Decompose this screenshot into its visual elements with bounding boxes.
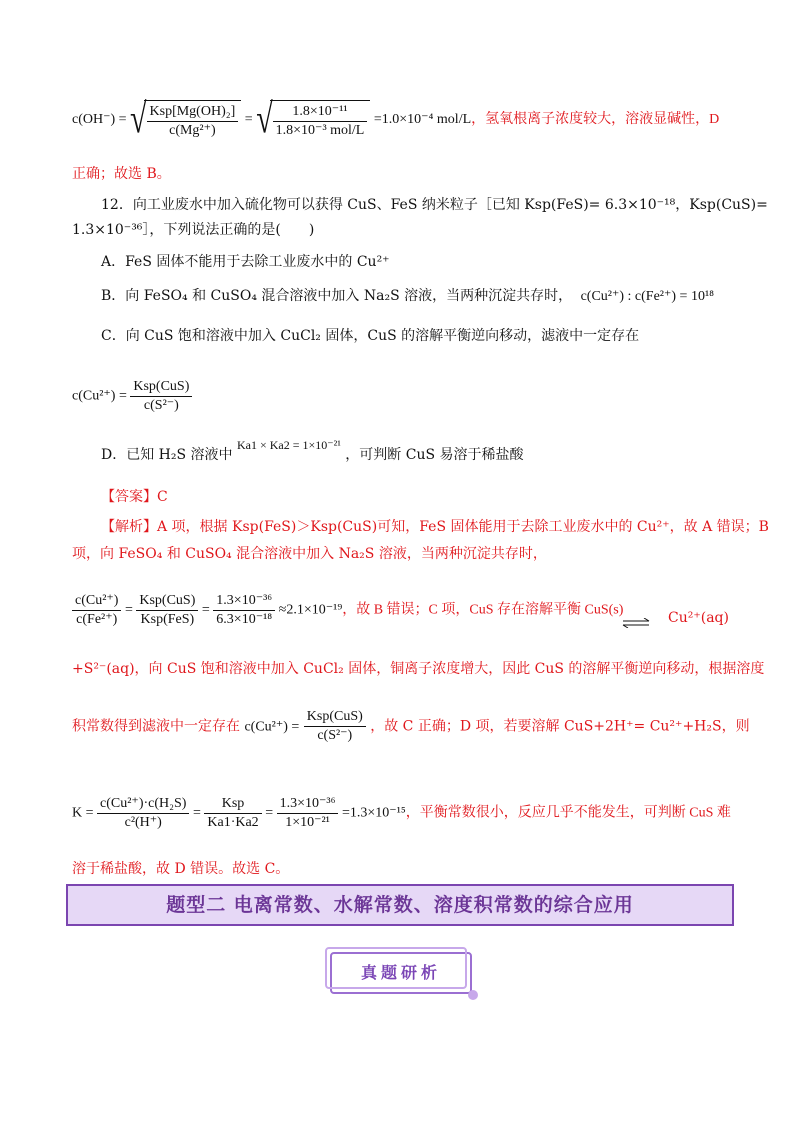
k-den2: Ka1·Ka2 — [207, 815, 259, 830]
section-banner: 题型二 电离常数、水解常数、溶度积常数的综合应用 — [66, 884, 734, 926]
ratio-den2: Ksp(FeS) — [140, 612, 195, 627]
k-den1: c²(H⁺) — [124, 815, 162, 830]
k-num1: c(Cu²⁺)·c(H₂S) — [97, 795, 189, 814]
formula-oh-den1: c(Mg²⁺) — [169, 123, 216, 138]
q12-option-c-den: c(S²⁻) — [143, 398, 179, 413]
badge-shadow-frame — [325, 947, 467, 989]
analysis-p3: ，故 B 错误；C 项，CuS 存在溶解平衡 CuS(s) — [342, 602, 624, 618]
q12-option-d-text: D．已知 H₂S 溶液中 — [101, 447, 233, 463]
ratio-num2: Ksp(CuS) — [136, 592, 198, 611]
analysis-p1: 【解析】A 项，根据 Ksp(FeS)＞Ksp(CuS)可知，FeS 固体能用于去除工业废水中的 Cu²⁺，故 A 错误；B — [101, 519, 769, 535]
k-num3: 1.3×10⁻³⁶ — [277, 795, 339, 814]
analysis-ratio-formula: $\frac{\text{c(Cu²⁺)}}{\text{c(Fe²⁺)}}$ = $\frac{\text{Ksp(CuS)}}{\text{Ksp(FeS)}}$ = $\frac{\text{1.3×10⁻³⁶}}{\text{6.3×10⁻¹⁸}}$ ≈2.1×10⁻¹⁹，故 B 错误；C 项，CuS 存在溶解平衡 CuS(s) — [72, 592, 623, 629]
formula-oh-sqrt2 — [270, 100, 371, 140]
sqrt-sign-icon: √ — [130, 96, 147, 143]
formula-oh — [72, 96, 720, 143]
q12-option-c-num: Ksp(CuS) — [130, 378, 192, 397]
analysis-p3-right: Cu²⁺(aq) — [668, 610, 729, 626]
analysis-p5-tail: ，故 C 正确；D 项，若要溶解 CuS+2H⁺= Cu²⁺+H₂S，则 — [370, 718, 750, 735]
q12-option-b-text: B．向 FeSO₄ 和 CuSO₄ 混合溶液中加入 Na₂S 溶液，当两种沉淀共存时， — [101, 288, 573, 304]
formula-oh-comment: ，氢氧根离子浓度较大，溶液显碱性，D — [471, 112, 720, 128]
q12-option-c-lhs: c(Cu²⁺) = — [72, 388, 127, 404]
q12-option-b — [101, 285, 714, 305]
badge-label: 真题研析 — [360, 963, 441, 982]
ratio-den1: c(Fe²⁺) — [76, 612, 118, 627]
formula-oh-den2: 1.8×10⁻³ mol/L — [275, 123, 365, 138]
q12-option-a: A．FeS 固体不能用于去除工业废水中的 Cu²⁺ — [101, 254, 390, 270]
analysis-p5-lhs: c(Cu²⁺) = — [244, 719, 300, 735]
q12-stem-a: 12．向工业废水中加入硫化物可以获得 CuS、FeS 纳米粒子［已知 Ksp(FeS)= 6.3×10⁻¹⁸，Ksp(CuS)= — [101, 197, 768, 213]
analysis-p5-den: c(S²⁻) — [317, 728, 353, 743]
ratio-den3: 6.3×10⁻¹⁸ — [216, 612, 273, 627]
ratio-num1: c(Cu²⁺) — [72, 592, 121, 611]
k-num2: Ksp — [204, 795, 261, 814]
q12-option-d-tail: ，可判断 CuS 易溶于稀盐酸 — [345, 447, 524, 463]
q12-option-d — [101, 438, 524, 464]
equilibrium-arrow-icon — [622, 615, 650, 631]
formula-oh-num2: 1.8×10⁻¹¹ — [273, 103, 368, 122]
q12-option-c-formula — [72, 378, 192, 415]
formula-oh-lhs: c(OH⁻) = — [72, 112, 127, 128]
analysis-p6: ，平衡常数很小，反应几乎不能发生，可判断 CuS 难 — [405, 805, 731, 821]
q12-option-d-math: Ka1 × Ka2 = 1×10⁻²¹ — [237, 438, 341, 452]
k-result: =1.3×10⁻¹⁵ — [341, 805, 406, 821]
analysis-p4: +S²⁻(aq)，向 CuS 饱和溶液中加入 CuCl₂ 固体，铜离子浓度增大，因此 CuS 的溶解平衡逆向移动，根据溶度 — [72, 661, 765, 677]
analysis-k-formula: K = $\frac{\text{c(Cu²⁺)·c(H₂S)}}{\text{c²(H⁺)}}$ = $\frac{\text{Ksp}}{Ka1\cdot Ka2}$ = $\frac{\text{1.3×10⁻³⁶}}{\text{1×10⁻²¹}}$ =1.3×10⁻¹⁵，平衡常数很小，反应几乎不能发生，可判断 CuS 难 — [72, 796, 731, 830]
badge-real-questions — [330, 952, 472, 994]
formula-oh-num1: Ksp[Mg(OH)₂] — [147, 103, 239, 122]
formula-oh-result: =1.0×10⁻⁴ mol/L — [373, 112, 472, 128]
badge-dot-icon — [468, 990, 478, 1000]
analysis-p7: 溶于稀盐酸，故 D 错误。故选 C。 — [72, 861, 290, 877]
k-lhs: K = — [72, 805, 94, 821]
k-den3: 1×10⁻²¹ — [285, 815, 330, 830]
q12-stem-b: 1.3×10⁻³⁶］，下列说法正确的是( ) — [72, 222, 315, 238]
answer-label: 【答案】C — [101, 489, 168, 505]
analysis-p5: 积常数得到滤液中一定存在 — [72, 718, 240, 735]
sqrt-sign-icon-2: √ — [256, 96, 273, 143]
analysis-p5-num: Ksp(CuS) — [304, 708, 366, 727]
formula-oh-sqrt1 — [144, 100, 242, 140]
analysis-p2: 项，向 FeSO₄ 和 CuSO₄ 混合溶液中加入 Na₂S 溶液，当两种沉淀共存时， — [72, 546, 547, 562]
line2-conclusion: 正确；故选 B。 — [72, 166, 171, 182]
q12-option-c: C．向 CuS 饱和溶液中加入 CuCl₂ 固体，CuS 的溶解平衡逆向移动，滤液中一定存在 — [101, 328, 640, 344]
formula-oh-eq: = — [244, 112, 253, 128]
q12-option-b-math: c(Cu²⁺) : c(Fe²⁺) = 10¹⁸ — [580, 289, 715, 304]
ratio-num3: 1.3×10⁻³⁶ — [213, 592, 275, 611]
analysis-p5-line — [72, 708, 750, 745]
ratio-result: ≈2.1×10⁻¹⁹ — [278, 602, 343, 618]
